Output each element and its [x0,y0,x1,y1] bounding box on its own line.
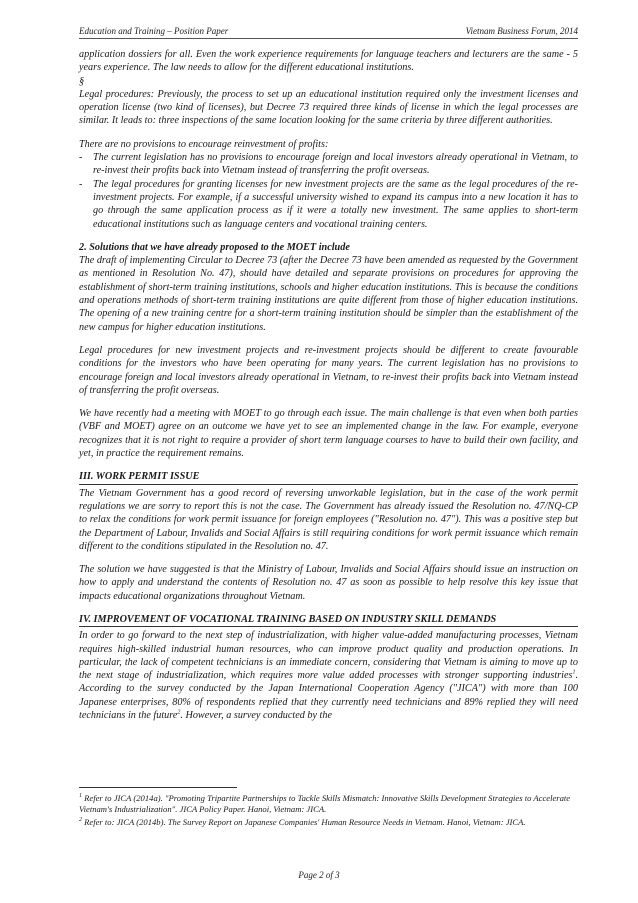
footnote-2 [79,817,578,828]
footnote-text: Refer to JICA (2014a). "Promoting Tripartite Partnerships to Tackle Skills Mismatch: Innovative Skills Development Strategies to Accelerate Vietnam's Industrialization". JICA Policy Paper. Hanoi, Vietnam: JICA. [79,793,571,815]
dash-bullet: - [79,178,83,190]
footnote-1 [79,793,578,815]
vocational-text-a: In order to go forward to the next step of industrialization, with higher value-added manufacturing processes, Vietnam requires high-skilled industrial human resources, who can improve product quality and production operations. In particular, the lack of competent technicians is an immediate concern, considering that Vietnam is aiming to move up to the next stage of industrialization, which requires more value added processes with stronger supporting industries [79,630,578,682]
footnote-number: 2 [79,817,82,824]
footnote-divider [79,787,237,788]
page-footer [0,870,638,880]
footnote-number: 1 [79,793,82,800]
list-item [79,178,578,231]
paragraph-legal-procedures: Legal procedures: Previously, the process to set up an educational institution required only the investment licenses and operation license (two kind of licenses), but Decree 73 required three kinds of license in which the legal processes are similar. It leads to: three inspections of the same location looking for the same criteria by three different authorities. [79,88,578,127]
heading-vocational-training: IV. IMPROVEMENT OF VOCATIONAL TRAINING BASED ON INDUSTRY SKILL DEMANDS [79,613,578,627]
vocational-text-b: . According to the survey conducted by the Japan International Cooperation Agency ("JICA") with more than 100 Japanese enterprises, 80% of respondents replied that they currently need technicians and 89% replied they will need technicians in the future [79,670,578,722]
paragraph-legal-new-projects: Legal procedures for new investment projects and re-investment projects should be different to create favourable conditions for the investors who have been operating for many years. The current legislation has no provisions to encourage foreign and local investors already operational in Vietnam, to re-invest their profits back into Vietnam instead of transferring the profit overseas. [79,344,578,396]
list-item [79,151,578,178]
page-header [79,26,578,39]
section-mark: § [79,75,85,87]
page-number: Page 2 of 3 [298,870,340,880]
footnote-ref-1[interactable]: 1 [572,669,576,676]
paragraph-work-permit-2: The solution we have suggested is that the Ministry of Labour, Invalids and Social Affairs should issue an instruction on how to apply and understand the contents of Resolution no. 47 as soon as possible to help resolve this key issue that impacts educational organizations throughout Vietnam. [79,564,578,602]
reinvestment-list [79,151,578,231]
list-item-text: The legal procedures for granting licenses for new investment projects are the same as the legal procedures of the re-investment projects. For example, if a successful university wished to expand its campus into a new location it has to go through the same application process as if it were a totally new investment. The same applies to short-term educational institutions such as language centers and vocational training centers. [93,178,578,230]
header-left-title: Education and Training – Position Paper [79,26,229,36]
footnote-ref-2[interactable]: 2 [177,709,181,716]
paragraph-work-permit-1: The Vietnam Government has a good record of reversing unworkable legislation, but in the case of the work permit regulations we are sorry to report this is not the case. The Government has already issued the Resolution no. 47/NQ-CP to relax the conditions for work permit issuance for foreign employees ("Resolution no. 47"). This was a positive step but the Department of Labour, Invalids and Social Affairs is still requiring conditions for work permit issuance which remain different to the conditions stipulated in the Resolution no. 47. [79,487,578,552]
list-item-text: The current legislation has no provisions to encourage foreign and local investors already operational in Vietnam, to re-invest their profits back into Vietnam instead of transferring the profit overseas. [93,152,578,177]
paragraph-reinvestment: There are no provisions to encourage reinvestment of profits: [79,138,329,150]
footnotes [79,793,578,831]
paragraph-intro: application dossiers for all. Even the work experience requirements for language teachers and lecturers are the same - 5 years experience. The law needs to allow for the different educational institutions. [79,49,578,74]
page-content [79,48,578,722]
dash-bullet: - [79,152,83,164]
vocational-text-c: . However, a survey conducted by the [180,710,333,722]
heading-solutions: 2. Solutions that we have already proposed to the MOET include [79,241,350,253]
footnote-text: Refer to: JICA (2014b). The Survey Report on Japanese Companies' Human Resource Needs in Vietnam. Hanoi, Vietnam: JICA. [82,817,526,828]
paragraph-circular: The draft of implementing Circular to Decree 73 (after the Decree 73 have been amended as requested by the Government as mentioned in Resolution No. 47), should have detailed and separate provisions on procedures for approving the establishment of short-term training institutions, schools and higher education institutions. This is because the conditions and operations methods of short-term training institutions are quite different from those of higher education institutions. The opening of a new training centre for a short-term training institution should be simpler than the establishment of the new campus for higher education institutions. [79,255,578,333]
paragraph-vocational [79,629,578,722]
heading-work-permit: III. WORK PERMIT ISSUE [79,470,578,484]
paragraph-meeting: We have recently had a meeting with MOET to go through each issue. The main challenge is that even when both parties (VBF and MOET) agree on an outcome we have yet to see an implemented change in the law. For example, everyone recognizes that it is not right to require a provider of short term language courses to have to build their own facility, and yet, in practice the requirement remains. [79,408,578,460]
header-right-title: Vietnam Business Forum, 2014 [465,26,578,36]
